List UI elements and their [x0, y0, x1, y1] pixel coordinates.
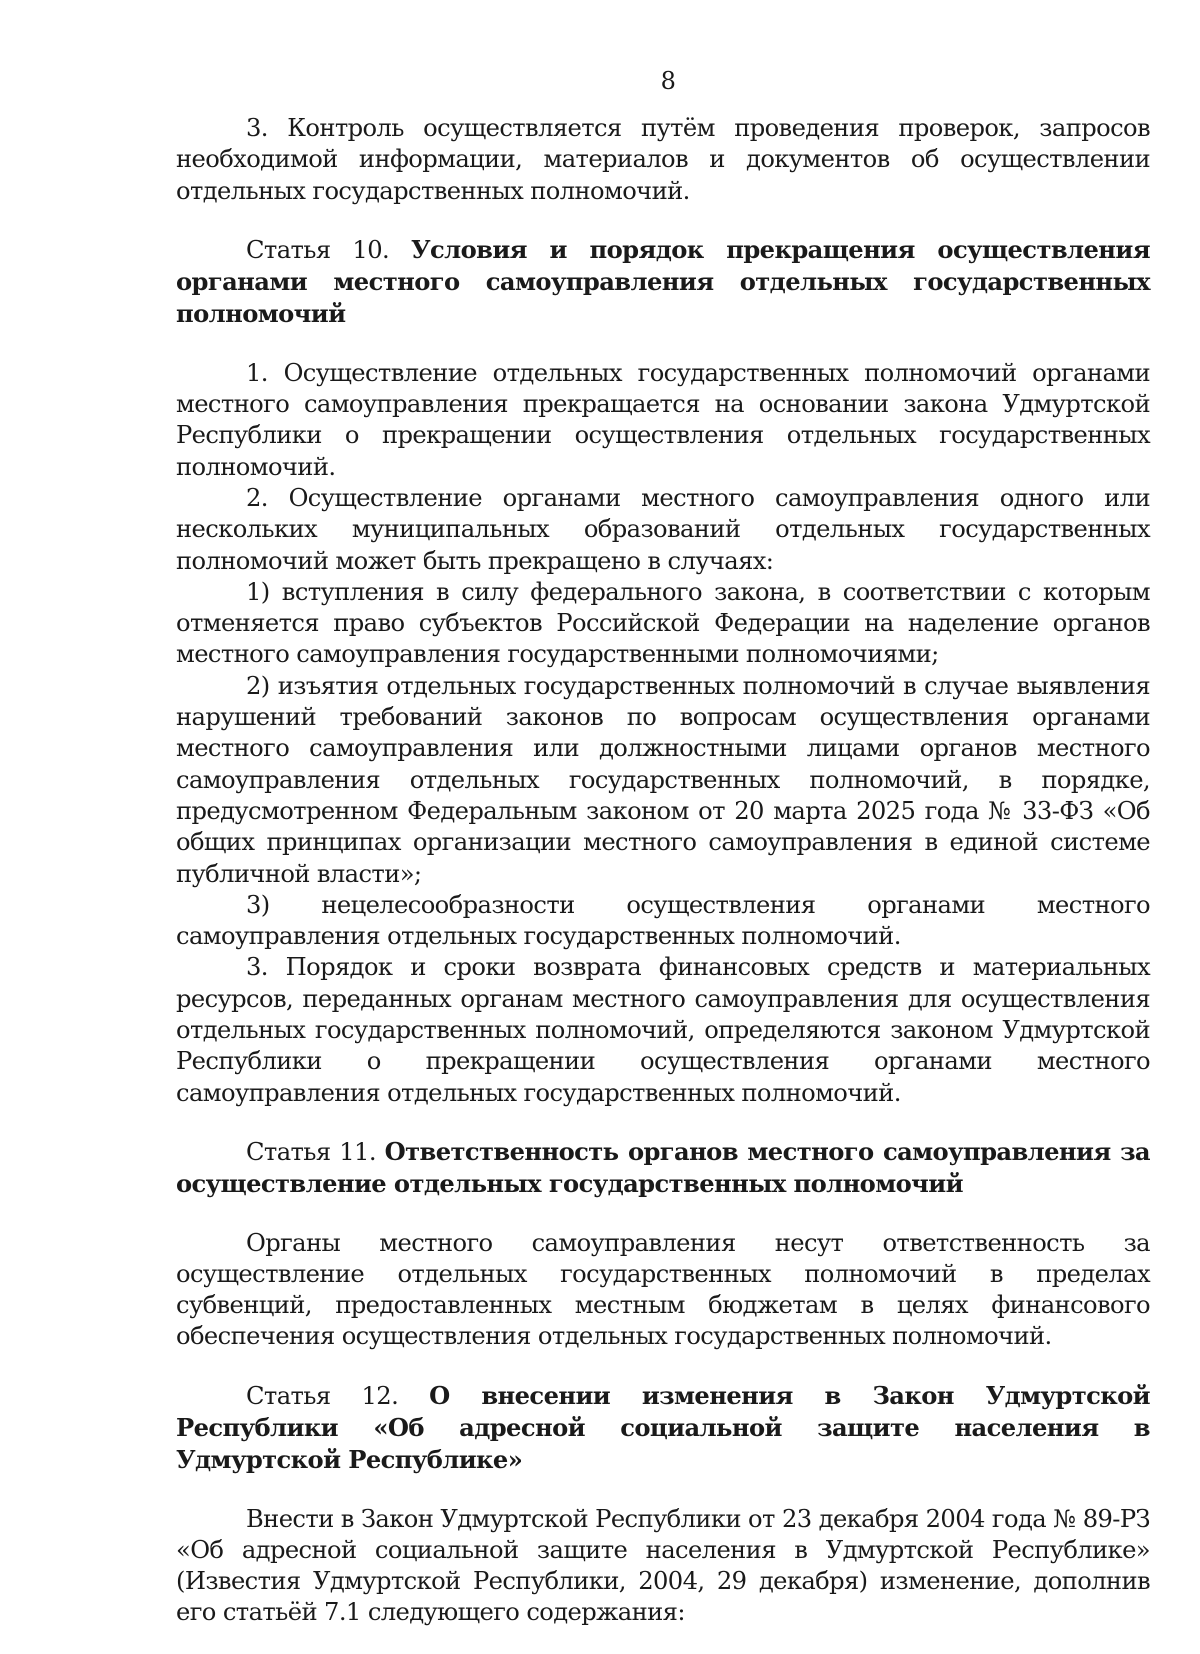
article-10-item-3: 3. Порядок и сроки возврата финансовых средств и материальных ресурсов, переданных органам местного самоуправления для осуществления отдельных государственных полномочий, определяются законом Удмуртской Республики о прекращении осуществления органами местного самоуправления отдельных государственных полномочий.	[176, 953, 1150, 1107]
article-12-label: Статья 12.	[246, 1381, 399, 1410]
article-11-title: Ответственность органов местного самоуправления за осуществление отдельных государственных полномочий	[176, 1136, 1150, 1199]
article-12-text: Внести в Закон Удмуртской Республики от 23 декабря 2004 года № 89-РЗ «Об адресной социальной защите населения в Удмуртской Республике» (Известия Удмуртской Республики, 2004, 29 декабря) изменение, дополнив его статьёй 7.1 следующего содержания:	[176, 1504, 1150, 1627]
article-11-text: Органы местного самоуправления несут ответственность за осуществление отдельных государственных полномочий в пределах субвенций, предоставленных местным бюджетам в целях финансового обеспечения осуществления отдельных государственных полномочий.	[176, 1228, 1150, 1351]
article-10-item-2-sub-1: 1) вступления в силу федерального закона, в соответствии с которым отменяется право субъектов Российской Федерации на наделение органов местного самоуправления государственными полномочиями;	[176, 577, 1150, 669]
article-10-item-2-sub-3: 3) нецелесообразности осуществления органами местного самоуправления отдельных государственных полномочий.	[176, 890, 1150, 951]
article-10-item-2-sub-2: 2) изъятия отдельных государственных полномочий в случае выявления нарушений требований законов по вопросам осуществления органами местного самоуправления или должностными лицами органов местного самоуправления отдельных государственных полномочий, в порядке, предусмотренном Федеральным законом от 20 марта 2025 года № 33-ФЗ «Об общих принципах организации местного самоуправления в единой системе публичной власти»;	[176, 671, 1150, 888]
paragraph-control: 3. Контроль осуществляется путём проведения проверок, запросов необходимой информации, материалов и документов об осуществлении отдельных государственных полномочий.	[176, 114, 1150, 205]
page-number: 8	[660, 67, 676, 95]
article-12-heading	[176, 1380, 1150, 1477]
article-10-heading	[176, 234, 1150, 331]
article-10-item-1: 1. Осуществление отдельных государственных полномочий органами местного самоуправления прекращается на основании закона Удмуртской Республики о прекращении осуществления отдельных государственных полномочий.	[176, 358, 1150, 481]
article-10-label: Статья 10.	[246, 235, 390, 264]
article-10-title: Условия и порядок прекращения осуществления органами местного самоуправления отдельных государственных полномочий	[176, 234, 1150, 329]
document-page	[176, 66, 1150, 1629]
article-12-title: О внесении изменения в Закон Удмуртской Республики «Об адресной социальной защите населения в Удмуртской Республике»	[176, 1380, 1150, 1475]
article-11-label: Статья 11.	[246, 1137, 376, 1166]
article-10-item-2: 2. Осуществление органами местного самоуправления одного или нескольких муниципальных образований отдельных государственных полномочий может быть прекращено в случаях:	[176, 483, 1150, 575]
article-11-heading	[176, 1136, 1150, 1201]
